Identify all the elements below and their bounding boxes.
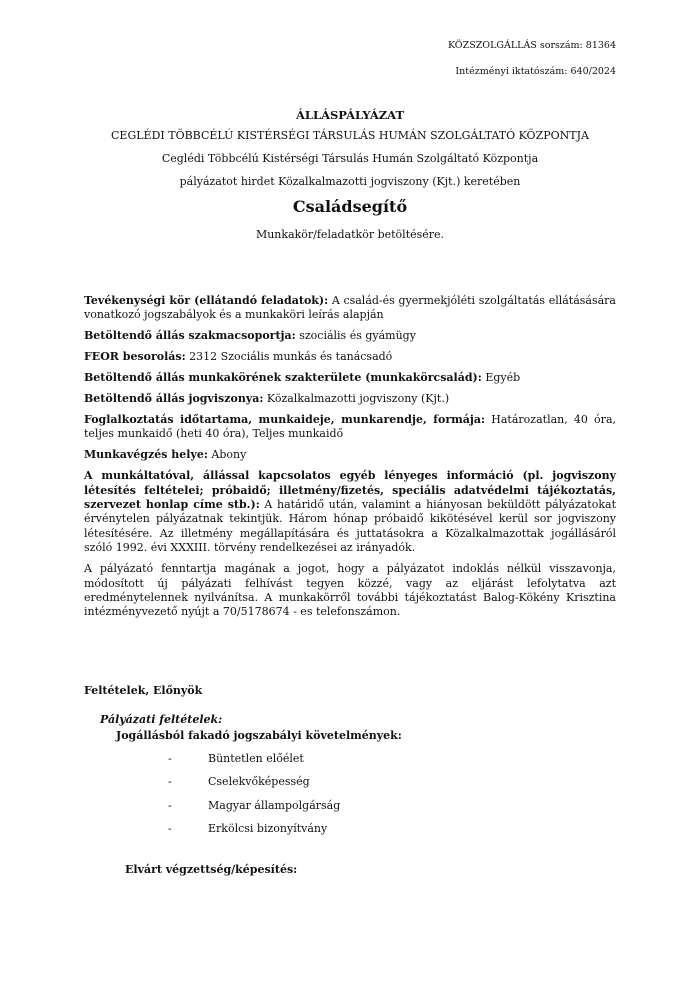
field-value: Közalkalmazotti jogviszony (Kjt.) <box>263 392 450 406</box>
bullet-dash: - <box>168 775 172 789</box>
field-label: Munkavégzés helye: <box>84 448 208 462</box>
field-label: FEOR besorolás: <box>84 350 186 364</box>
list-item <box>168 775 340 798</box>
list-item-text: Erkölcsi bizonyítvány <box>208 821 328 835</box>
field-value: A család-és gyermekjóléti szolgáltatás ellátásására vonatkozó jogszabályok és a munkaköri leírás alapján <box>84 294 616 322</box>
legal-relationship-field <box>84 392 616 406</box>
organization-name-upper: CEGLÉDI TÖBBCÉLÚ KISTÉRSÉGI TÁRSULÁS HUMÁN SZOLGÁLTATÓ KÖZPONTJA <box>111 129 589 142</box>
field-value: szociális és gyámügy <box>295 329 416 343</box>
field-value: Abony <box>207 448 247 462</box>
conditions-heading: Feltételek, Előnyök <box>84 684 203 697</box>
list-item-text: Magyar állampolgárság <box>208 798 341 812</box>
field-label: A munkáltatóval, állással kapcsolatos egyéb lényeges információ (pl. jogviszony létesítés feltételei; próbaidő; illetmény/fizetés, speciális adatvédelmi tájékoztatás, szervezet honlap címe stb.): <box>84 469 616 511</box>
purpose-line: Munkakör/feladatkör betöltésére. <box>255 228 445 241</box>
activity-field <box>84 294 616 323</box>
field-value: A határidő után, valamint a hiányosan beküldött pályázatokat érvénytelen pályázatnak tekintjük. Három hónap próbaidő kikötésével kerül sor jogviszony létesítésére. Az illetmény megállapítására és juttatásokra a Közalkalmazottak jogállásáról szóló 1992. évi XXXIII. törvény rendelkezései az irányadók. <box>84 497 616 555</box>
list-item <box>168 799 340 822</box>
bullet-dash: - <box>168 798 172 812</box>
field-label: Betöltendő állás szakmacsoportja: <box>84 329 296 343</box>
registry-number: KÖZSZOLGÁLLÁS sorszám: 81364 <box>447 40 616 51</box>
field-label: Betöltendő állás jogviszonya: <box>84 392 264 406</box>
location-field <box>84 448 616 462</box>
announcement-line: pályázatot hirdet Közalkalmazotti jogviszony (Kjt.) keretében <box>179 175 521 188</box>
organization-name: Ceglédi Többcélú Kistérségi Társulás Humán Szolgáltató Központja <box>161 152 539 165</box>
field-value: Határozatlan, 40 óra, teljes munkaidő (heti 40 óra), Teljes munkaidő <box>84 412 616 441</box>
group-field <box>84 329 616 343</box>
field-label: Betöltendő állás munkakörének szakterülete (munkakörcsalád): <box>84 371 482 385</box>
reserve-rights-paragraph: A pályázató fenntartja magának a jogot, hogy a pályázatot indoklás nélkül visszavonja, módosított új pályázati felhívást tegyen közzé, vagy az eljárást lefolytatva azt eredménytelennek nyilvánítsa. A munkakörről további tájékoztatást Balog-Kökény Krisztina intézményvezető nyújt a 70/5178674 - es telefonszámon. <box>84 562 616 619</box>
feor-field <box>84 350 616 364</box>
area-field <box>84 371 616 385</box>
requirements-list <box>168 752 340 845</box>
bullet-dash: - <box>168 821 172 835</box>
field-label: Tevékenységi kör (ellátandó feladatok): <box>84 294 329 307</box>
job-details <box>84 294 616 626</box>
field-value: 2312 Szociális munkás és tanácsadó <box>185 350 393 364</box>
field-label: Foglalkoztatás időtartama, munkaideje, munkarendje, formája: <box>84 412 486 426</box>
list-item-text: Cselekvőképesség <box>208 775 310 789</box>
list-item-text: Büntetlen előélet <box>208 752 304 765</box>
legal-requirements-heading: Jogállásból fakadó jogszabályi követelmények: <box>116 729 402 742</box>
list-item <box>168 822 340 845</box>
education-heading: Elvárt végzettség/képesítés: <box>125 863 298 876</box>
institution-file-number: Intézményi iktatószám: 640/2024 <box>455 66 616 77</box>
bullet-dash: - <box>168 752 172 765</box>
position-title: Családsegítő <box>292 197 408 216</box>
employment-field <box>84 413 616 442</box>
field-value: Egyéb <box>481 371 521 385</box>
document-type-title: ÁLLÁSPÁLYÁZAT <box>295 108 405 122</box>
other-info-field <box>84 469 616 555</box>
list-item <box>168 752 340 775</box>
application-conditions-heading: Pályázati feltételek: <box>100 713 223 726</box>
